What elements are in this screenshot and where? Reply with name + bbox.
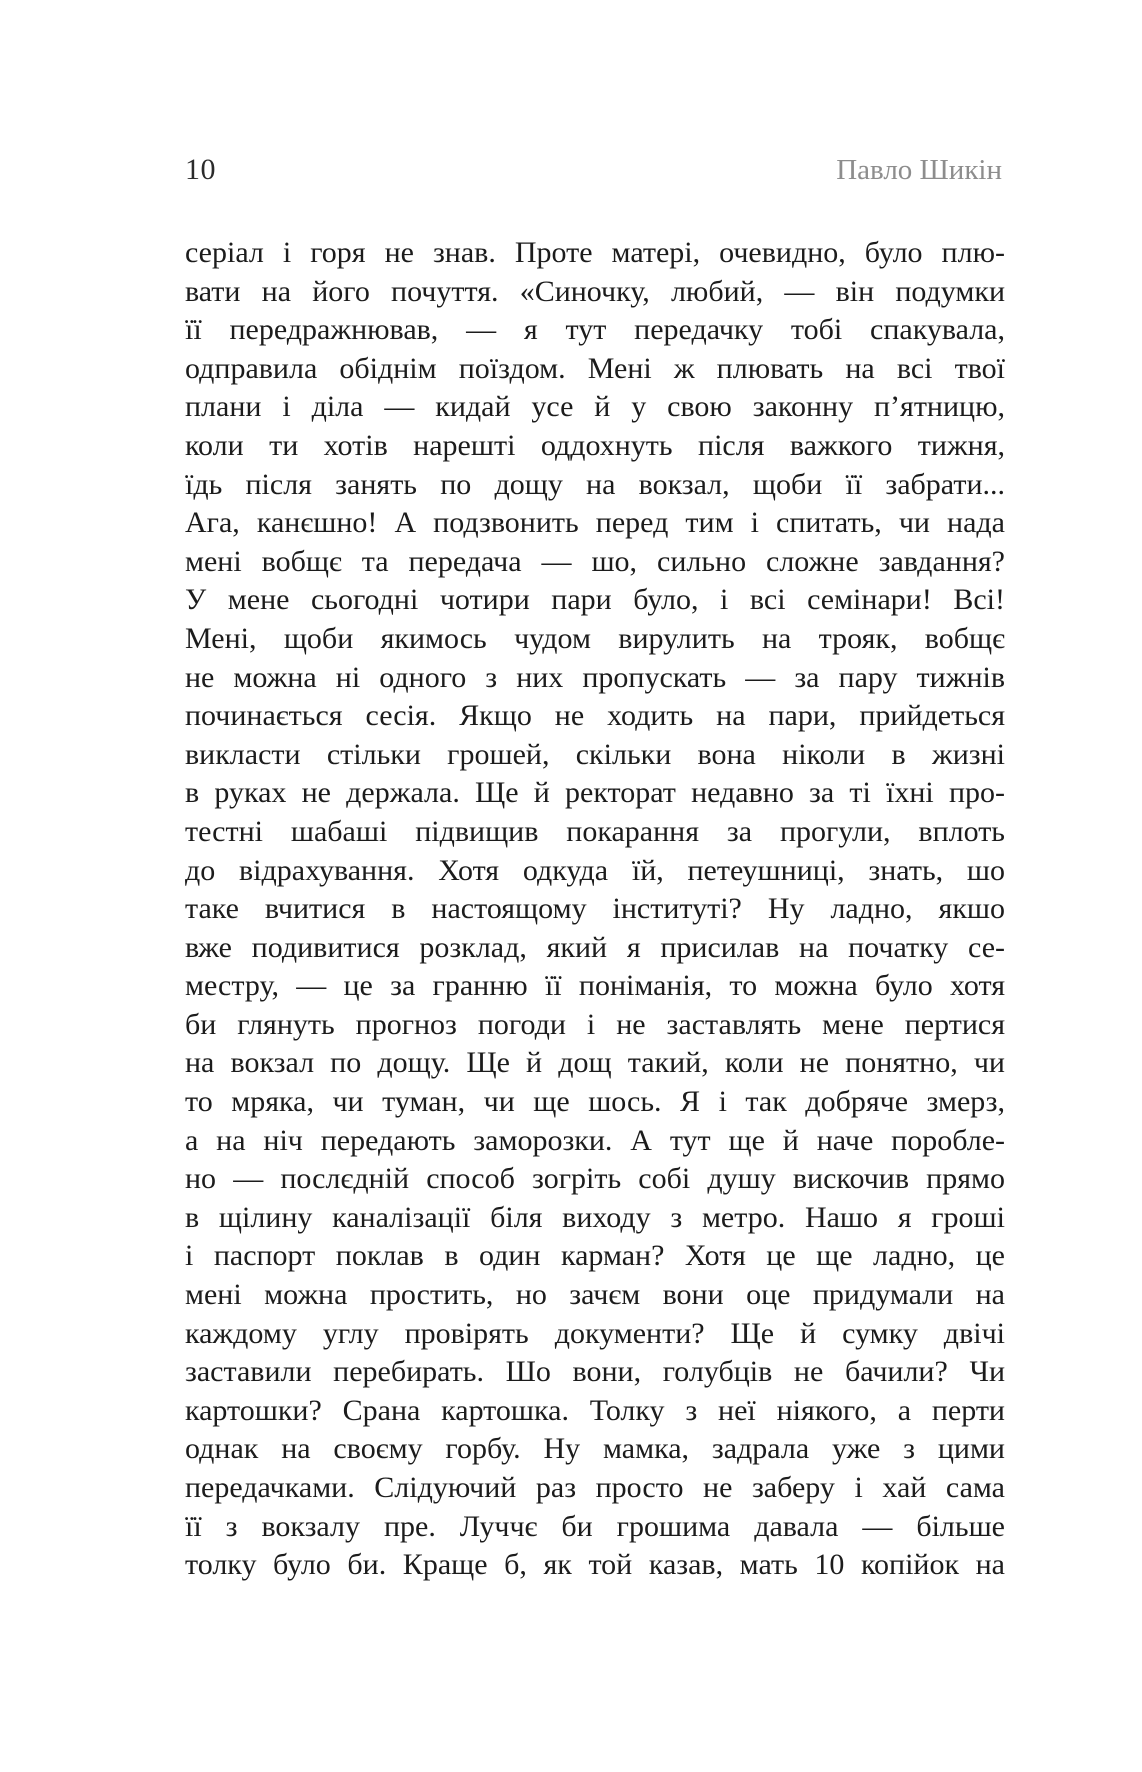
text-line: їдь після занять по дощу на вокзал, щоби її забрати... [185, 467, 1005, 501]
text-line: викласти стільки грошей, скільки вона ніколи в жизні [185, 737, 1005, 771]
text-line: одправила обіднім поїздом. Мені ж плювать на всі твої [185, 351, 1005, 385]
text-line: а на ніч передають заморозки. А тут ще й наче поробле- [185, 1123, 1005, 1157]
running-header-author: Павло Шикін [836, 154, 1002, 186]
text-line: таке вчитися в настоящому інституті? Ну ладно, якшо [185, 892, 1005, 926]
text-line: вже подивитися розклад, який я присилав на початку се- [185, 930, 1005, 964]
text-line: в руках не держала. Ще й ректорат недавно за ті їхні про- [185, 776, 1005, 810]
text-line: би глянуть прогноз погоди і не заставлять мене пертися [185, 1007, 1005, 1041]
text-line: Ага, канєшно! А подзвонить перед тим і спитать, чи нада [185, 506, 1005, 540]
text-line: в щілину каналізації біля виходу з метро. Нашо я гроші [185, 1200, 1005, 1234]
text-line: її передражнював, — я тут передачку тобі спакувала, [185, 313, 1005, 347]
text-line: однак на своєму горбу. Ну мамка, задрала уже з цими [185, 1432, 1005, 1466]
text-line: У мене сьогодні чотири пари було, і всі семінари! Всі! [185, 583, 1005, 617]
text-line: вати на його почуття. «Синочку, любий, — він подумки [185, 274, 1005, 308]
running-head [185, 153, 1002, 187]
text-line: каждому углу провірять документи? Ще й сумку двічі [185, 1316, 1005, 1350]
text-line: не можна ні одного з них пропускать — за пару тижнів [185, 660, 1005, 694]
body-text-block [185, 234, 1005, 1585]
text-line: но — послєдній способ зогріть собі душу вискочив прямо [185, 1162, 1005, 1196]
text-line: на вокзал по дощу. Ще й дощ такий, коли не понятно, чи [185, 1046, 1005, 1080]
text-line: серіал і горя не знав. Проте матері, очевидно, було плю- [185, 236, 1005, 269]
text-line: починається сесія. Якщо не ходить на пари, прийдеться [185, 699, 1005, 733]
text-line: Мені, щоби якимось чудом вирулить на трояк, вобщє [185, 621, 1005, 655]
text-line: і паспорт поклав в один карман? Хотя це ще ладно, це [185, 1239, 1005, 1273]
text-line: толку було би. Краще б, як той казав, мать 10 копійок на [185, 1548, 1005, 1582]
text-line: до відрахування. Хотя одкуда їй, петеушниці, знать, шо [185, 853, 1005, 887]
text-line: картошки? Срана картошка. Толку з неї ніякого, а перти [185, 1393, 1005, 1427]
text-line: то мряка, чи туман, чи ще шось. Я і так добряче змерз, [185, 1085, 1005, 1119]
text-line: плани і діла — кидай усе й у свою законну п’ятницю, [185, 390, 1005, 424]
page-number: 10 [185, 153, 216, 186]
text-line: її з вокзалу пре. Луччє би грошима давала — більше [185, 1509, 1005, 1543]
text-line: заставили перебирать. Шо вони, голубців не бачили? Чи [185, 1355, 1005, 1389]
text-line: местру, — це за гранню її поніманія, то можна було хотя [185, 969, 1005, 1003]
text-line: тестні шабаші підвищив покарання за прогули, вплоть [185, 814, 1005, 848]
text-line: коли ти хотів нарешті оддохнуть після важкого тижня, [185, 428, 1005, 462]
text-line: мені вобщє та передача — шо, сильно сложне завдання? [185, 544, 1005, 578]
text-line: мені можна простить, но зачєм вони оце придумали на [185, 1278, 1005, 1312]
text-line: передачками. Слідуючий раз просто не заберу і хай сама [185, 1471, 1005, 1504]
